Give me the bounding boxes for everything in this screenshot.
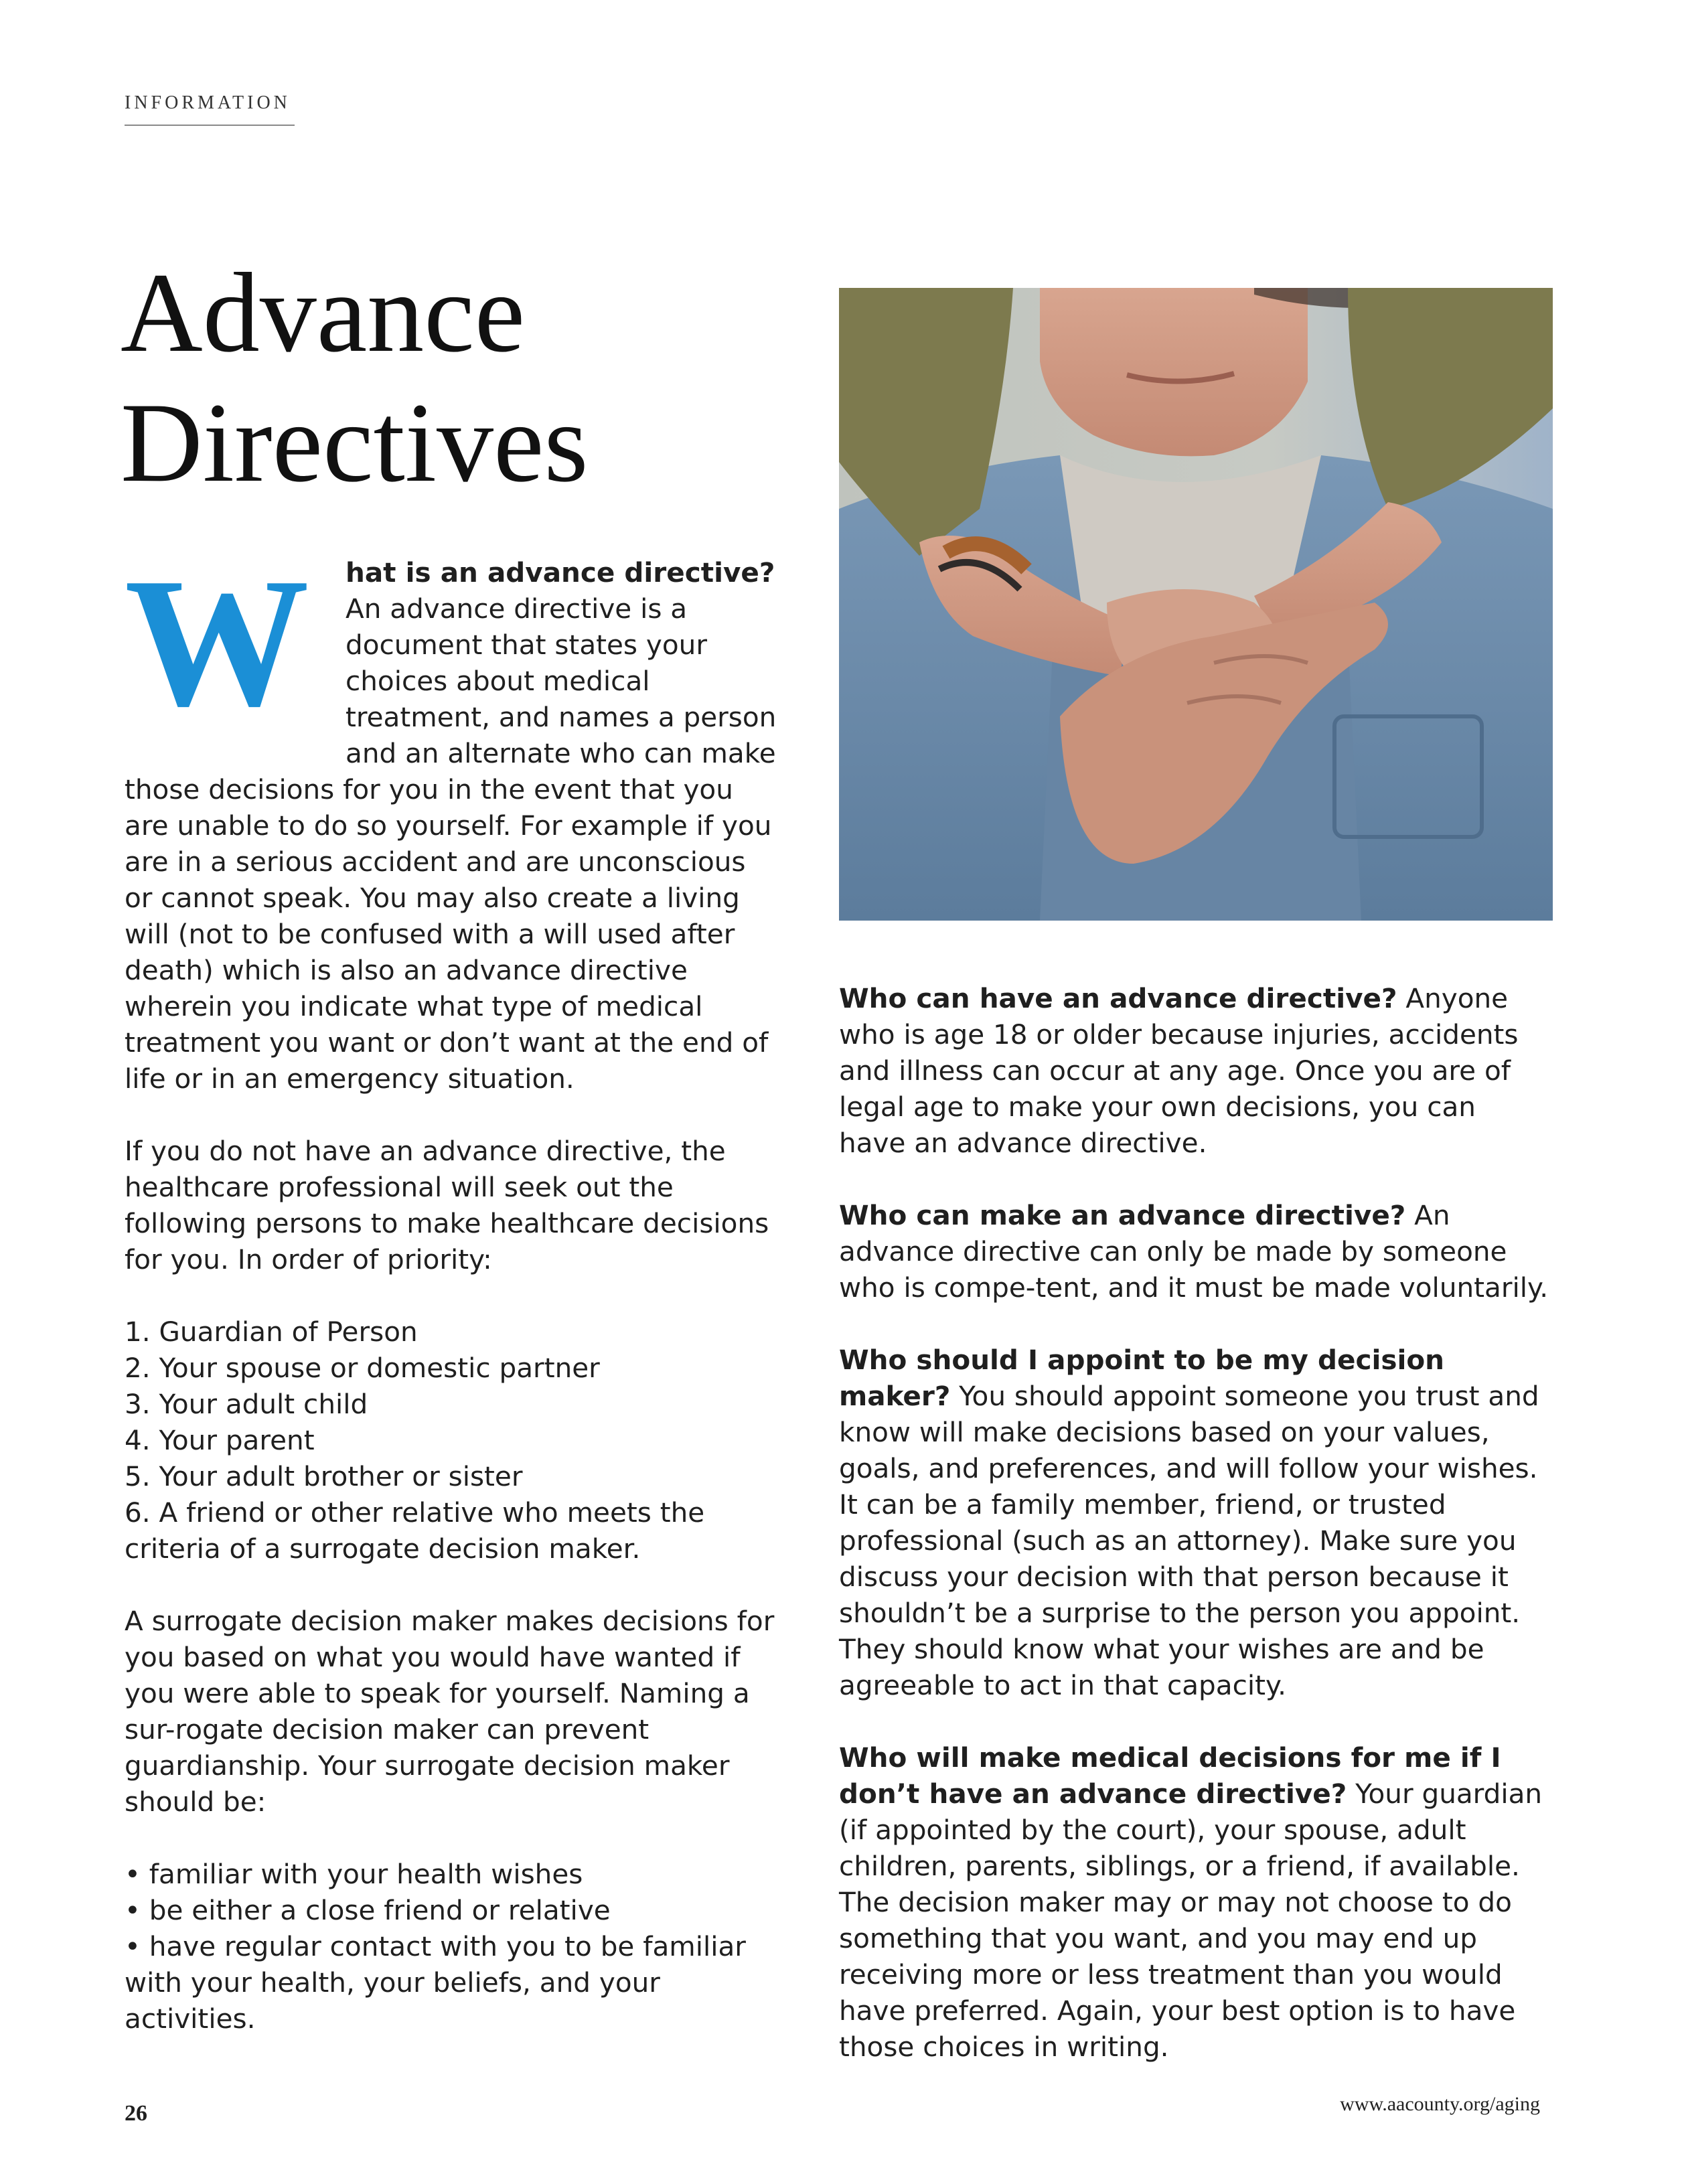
intro-paragraph [125, 540, 781, 1097]
qa-question: Who can have an advance directive? [839, 982, 1397, 1014]
photo-illustration [839, 288, 1553, 921]
title-line-2: Directives [121, 380, 589, 505]
list-item: 6. A friend or other relative who meets the criteria of a surrogate decision maker. [125, 1496, 705, 1565]
list-item: 5. Your adult brother or sister [125, 1460, 523, 1492]
list-item: 3. Your adult child [125, 1388, 368, 1420]
fallback-paragraph: If you do not have an advance directive, the healthcare professional will seek out the following persons to make healthcare decisions for you. In order of priority: [125, 1135, 769, 1275]
qa-paragraph [839, 1197, 1549, 1306]
drop-cap: W [125, 540, 309, 745]
list-item: 4. Your parent [125, 1424, 315, 1456]
qa-paragraph [839, 1342, 1549, 1703]
list-item: 1. Guardian of Person [125, 1316, 418, 1348]
intro-question: hat is an advance directive? [346, 556, 775, 589]
list-item: • be either a close friend or relative [125, 1894, 611, 1926]
photo-embrace [839, 288, 1553, 921]
qa-answer: Anyone who is age 18 or older because injuries, accidents and illness can occur at any age. Once you are of legal age to make your own decisions, you can have an advance directive. [839, 982, 1519, 1159]
intro-text: An advance directive is a document that states your choices about medical treatment, and names a person and an alternate who can make those decisions for you in the event that you are unable to do so yourself. For example if you are in a serious accident and are unconscious or cannot speak. You may also create a living will (not to be confused with a will used after death) which is also an advance directive wherein you indicate what type of medical treatment you want or don’t want at the end of life or in an emergency situation. [125, 593, 777, 1095]
list-item: • have regular contact with you to be familiar with your health, your beliefs, and your activities. [125, 1930, 746, 2035]
qa-answer: You should appoint someone you trust and know will make decisions based on your values, goals, and preferences, and will follow your wishes. It can be a family member, friend, or trusted professional (such as an attorney). Make sure you discuss your decision with that person because it shouldn’t be a surprise to the person you appoint. They should know what your wishes are and be agreeable to act in that capacity. [839, 1380, 1539, 1701]
qa-paragraph [839, 980, 1549, 1161]
page-title [121, 248, 589, 508]
qa-question: Who will make medical decisions for me if I don’t have an advance directive? [839, 1741, 1501, 1810]
qa-answer: An advance directive can only be made by someone who is compe-tent, and it must be made voluntarily. [839, 1199, 1549, 1304]
list-item: 2. Your spouse or domestic partner [125, 1352, 600, 1384]
list-item: • familiar with your health wishes [125, 1858, 583, 1890]
qa-answer: Your guardian (if appointed by the court), your spouse, adult children, parents, siblings, or a friend, if available. The decision maker may or may not choose to do something that you want, and you may end up receiving more or less treatment than you would have preferred. Again, your best option is to have those choices in writing. [839, 1778, 1543, 2063]
priority-list [125, 1314, 781, 1567]
title-line-1: Advance [121, 250, 526, 376]
surrogate-bullet-list [125, 1856, 781, 2037]
qa-question: Who can make an advance directive? [839, 1199, 1406, 1231]
section-label: INFORMATION [125, 92, 291, 113]
section-rule [125, 125, 295, 126]
qa-paragraph [839, 1739, 1549, 2065]
left-column [125, 540, 781, 2073]
surrogate-paragraph: A surrogate decision maker makes decisions for you based on what you would have wanted if you were able to speak for yourself. Naming a sur-rogate decision maker can prevent guardianship. Your surrogate decision maker should be: [125, 1605, 775, 1818]
footer-url-link[interactable]: www.aacounty.org/aging [1340, 2093, 1540, 2115]
qa-question: Who should I appoint to be my decision maker? [839, 1344, 1445, 1412]
right-column [839, 980, 1549, 2101]
page-number: 26 [125, 2101, 147, 2126]
